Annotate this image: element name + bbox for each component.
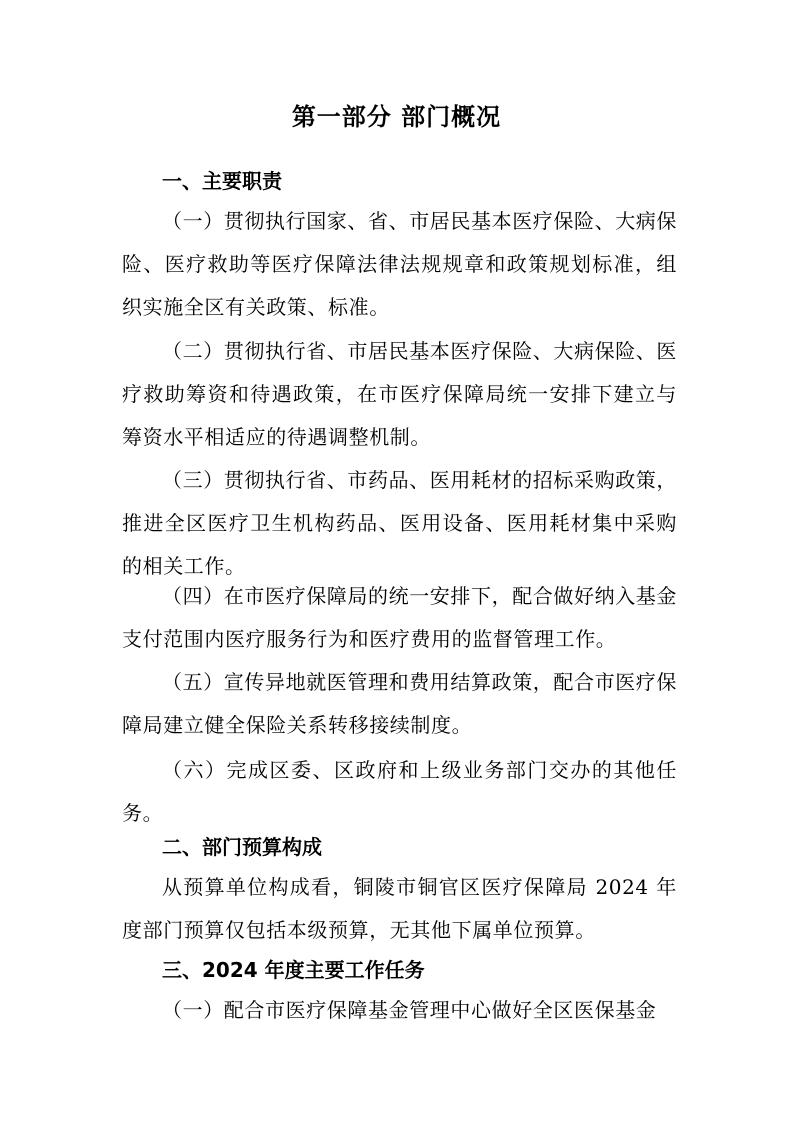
section-heading-tasks: 三、2024 年度主要工作任务 xyxy=(162,958,425,982)
duties-paragraph-6: （六）完成区委、区政府和上级业务部门交办的其他任务。 xyxy=(122,758,677,825)
tasks-paragraph-1-block xyxy=(122,989,677,1032)
duties-paragraph-1-block xyxy=(122,200,677,329)
duties-paragraph-1: （一）贯彻执行国家、省、市居民基本医疗保险、大病保险、医疗救助等医疗保障法律法规规章和政策规划标准，组织实施全区有关政策、标准。 xyxy=(122,209,677,319)
duties-paragraph-4-block xyxy=(122,575,677,661)
section-heading-budget: 二、部门预算构成 xyxy=(162,835,322,859)
duties-paragraph-5-block xyxy=(122,661,677,747)
page-title: 第一部分 部门概况 xyxy=(291,103,502,131)
budget-paragraph-block xyxy=(122,866,677,952)
duties-paragraph-3-block xyxy=(122,459,677,588)
duties-paragraph-3: （三）贯彻执行省、市药品、医用耗材的招标采购政策，推进全区医疗卫生机构药品、医用设备、医用耗材集中采购的相关工作。 xyxy=(122,468,677,578)
duties-paragraph-4: （四）在市医疗保障局的统一安排下，配合做好纳入基金支付范围内医疗服务行为和医疗费用的监督管理工作。 xyxy=(122,584,677,651)
duties-paragraph-5: （五）宣传异地就医管理和费用结算政策，配合市医疗保障局建立健全保险关系转移接续制度。 xyxy=(122,670,677,737)
duties-paragraph-6-block xyxy=(122,749,677,835)
duties-paragraph-2-block xyxy=(122,330,677,459)
budget-paragraph: 从预算单位构成看，铜陵市铜官区医疗保障局 2024 年度部门预算仅包括本级预算，无其他下属单位预算。 xyxy=(122,875,677,942)
section-heading-duties-block xyxy=(122,166,677,196)
tasks-paragraph-1: （一）配合市医疗保障基金管理中心做好全区医保基金 xyxy=(162,998,657,1022)
section-heading-budget-block xyxy=(122,832,677,862)
section-heading-tasks-block xyxy=(122,955,677,985)
section-heading-duties: 一、主要职责 xyxy=(162,169,282,193)
duties-paragraph-2: （二）贯彻执行省、市居民基本医疗保险、大病保险、医疗救助筹资和待遇政策，在市医疗保障局统一安排下建立与筹资水平相适应的待遇调整机制。 xyxy=(122,339,677,449)
